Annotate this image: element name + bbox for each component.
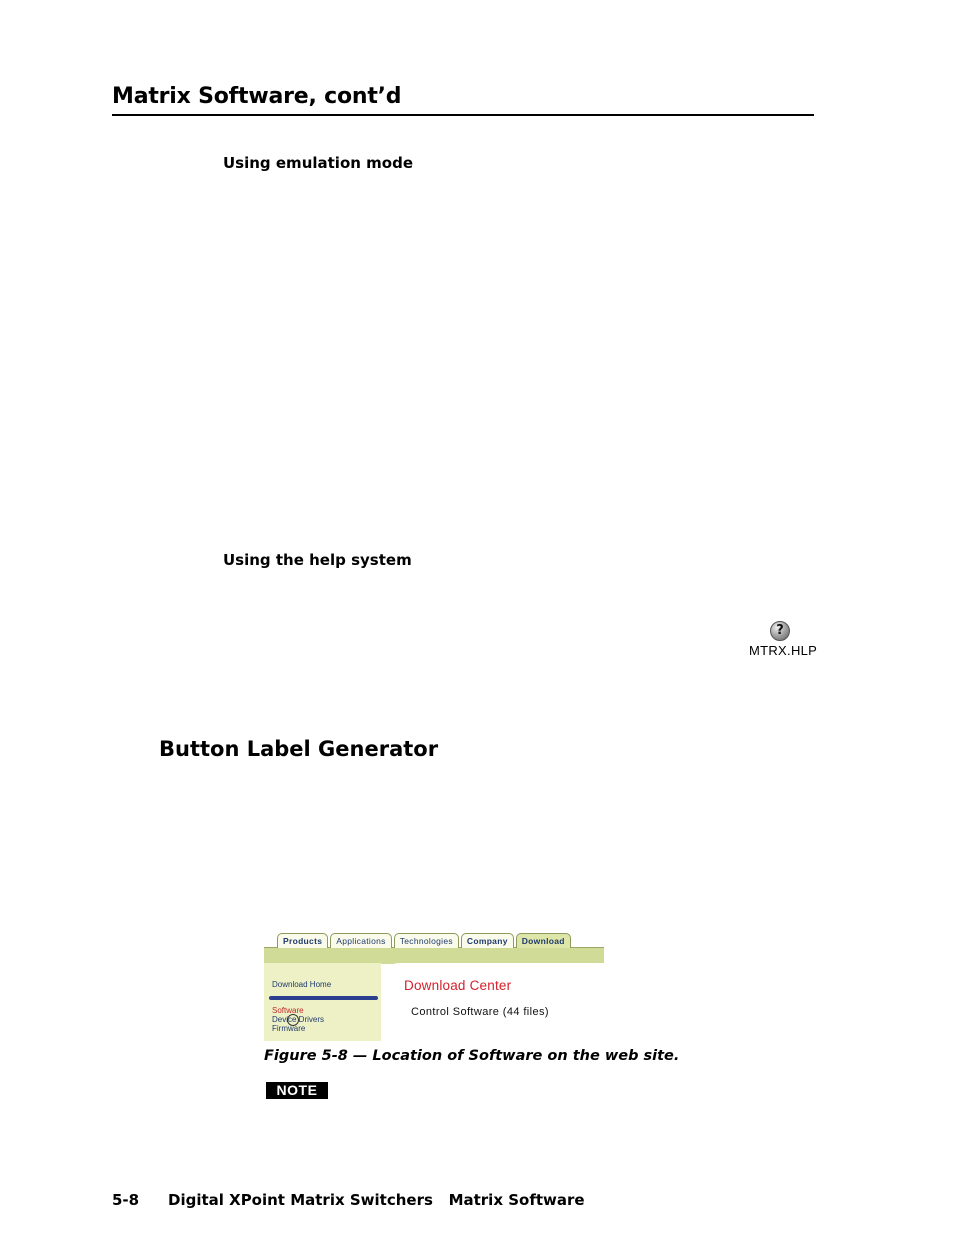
sidebar-item-software[interactable]: Software — [272, 1006, 304, 1015]
tab-download[interactable]: Download — [516, 933, 571, 948]
download-main-panel — [381, 963, 604, 1041]
tab-company[interactable]: Company — [461, 933, 514, 948]
nav-band — [264, 947, 604, 964]
sidebar-item-firmware[interactable]: Firmware — [272, 1024, 306, 1033]
question-mark-icon: ? — [770, 621, 790, 641]
footer-doc-title: Digital XPoint Matrix Switchers Matrix Software — [168, 1191, 585, 1209]
control-software-link[interactable]: Control Software (44 files) — [411, 1006, 549, 1018]
tab-applications[interactable]: Applications — [330, 933, 391, 948]
sidebar-item-device-drivers[interactable]: Device Drivers — [272, 1015, 325, 1024]
website-screenshot — [264, 930, 604, 1041]
download-center-title: Download Center — [404, 978, 512, 993]
sidebar-nav-bar — [269, 996, 378, 1000]
title-divider — [112, 114, 814, 116]
help-file-icon[interactable] — [745, 620, 817, 660]
tab-products[interactable]: Products — [277, 933, 328, 948]
footer-page-number: 5-8 — [112, 1191, 140, 1209]
sidebar-item-download-home[interactable]: Download Home — [272, 980, 332, 989]
page-title: Matrix Software, cont’d — [112, 84, 402, 109]
tab-technologies[interactable]: Technologies — [394, 933, 459, 948]
help-system-heading: Using the help system — [223, 551, 412, 569]
note-badge: NOTE — [266, 1082, 328, 1099]
figure-caption: Figure 5-8 — Location of Software on the web site. — [264, 1048, 680, 1064]
help-file-label: MTRX.HLP — [749, 643, 818, 658]
mouse-cursor-icon — [287, 1014, 299, 1026]
emulation-mode-heading: Using emulation mode — [223, 154, 413, 172]
site-tabs — [277, 933, 571, 948]
button-label-generator-heading: Button Label Generator — [159, 737, 439, 761]
